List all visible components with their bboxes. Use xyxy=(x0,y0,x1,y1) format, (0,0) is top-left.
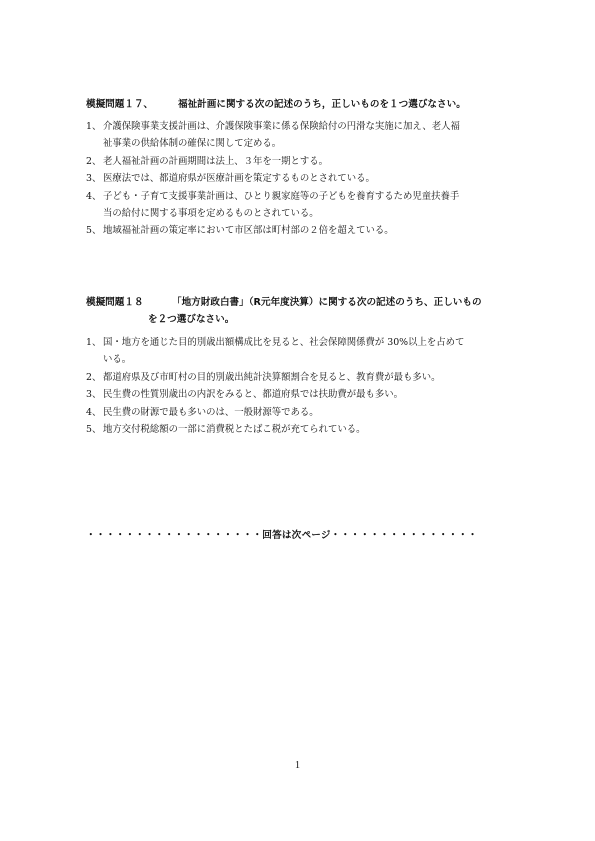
option-text-continued: 祉事業の供給体制の確保に関して定める。 xyxy=(103,138,282,150)
option-text: 地域福祉計画の策定率において市区部は町村部の２倍を超えている。 xyxy=(103,225,394,237)
question-17-option-3 xyxy=(86,170,516,187)
question-17-option-2 xyxy=(86,153,516,170)
answer-on-next-page-note: ・・・・・・・・・・・・・・・・・・回答は次ページ・・・・・・・・・・・・・・・ xyxy=(86,530,478,541)
question-18-text: 「地方財政白書」（R元年度決算）に関する次の記述のうち、正しいもの xyxy=(172,297,482,308)
option-text: 都道府県及び市町村の目的別歳出純計決算額割合を見ると、教育費が最も多い。 xyxy=(103,371,441,383)
option-text: 民生費の財源で最も多いのは、一般財源等である。 xyxy=(103,406,319,418)
question-18-title xyxy=(86,294,516,328)
option-text: 国・地方を通じた目的別歳出額構成比を見ると、社会保障関係費が 30%以上を占めて xyxy=(103,337,465,348)
question-17-title xyxy=(86,96,516,113)
option-text: 医療法では、都道府県が医療計画を策定するものとされている。 xyxy=(103,173,375,185)
option-number: 1、 xyxy=(86,337,102,348)
option-number: 1、 xyxy=(86,121,102,132)
question-18-option-2 xyxy=(86,369,516,386)
question-17-option-4 xyxy=(86,188,516,223)
question-18-option-1 xyxy=(86,334,516,369)
question-17-option-1 xyxy=(86,118,516,153)
option-number: 4、 xyxy=(86,190,102,202)
question-18-number: 模擬問題１８ xyxy=(86,297,144,308)
option-text: 介護保険事業支援計画は、介護保険事業に係る保険給付の円滑な実施に加え、老人福 xyxy=(103,121,460,132)
question-18-text-continued: を２つ選びなさい。 xyxy=(148,314,235,325)
question-18-option-3 xyxy=(86,386,516,403)
question-17-number: 模擬問題１７、 xyxy=(86,99,154,110)
question-17-options xyxy=(86,118,516,240)
option-number: 2、 xyxy=(86,371,102,383)
question-18-option-5 xyxy=(86,421,516,438)
question-17-option-5 xyxy=(86,222,516,239)
option-text-continued: 当の給付に関する事項を定めるものとされている。 xyxy=(103,208,319,220)
option-text: 老人福祉計画の計画期間は法上、３年を一期とする。 xyxy=(103,155,329,167)
option-number: 2、 xyxy=(86,155,102,167)
option-text: 民生費の性質別歳出の内訳をみると、都道府県では扶助費が最も多い。 xyxy=(103,389,404,401)
question-18-option-4 xyxy=(86,404,516,421)
option-number: 3、 xyxy=(86,173,102,185)
option-text-continued: いる。 xyxy=(103,354,132,366)
question-18-options xyxy=(86,334,516,438)
option-text: 地方交付税総額の一部に消費税とたばこ税が充てられている。 xyxy=(103,424,366,436)
question-17-text: 福祉計画に関する次の記述のうち，正しいものを１つ選びなさい。 xyxy=(178,99,466,110)
option-number: 3、 xyxy=(86,389,102,401)
option-number: 5、 xyxy=(86,424,102,436)
page-number: 1 xyxy=(295,760,300,771)
option-number: 4、 xyxy=(86,406,102,418)
option-number: 5、 xyxy=(86,225,102,237)
option-text: 子ども・子育て支援事業計画は、ひとり親家庭等の子どもを養育するため児童扶養手 xyxy=(103,190,460,202)
